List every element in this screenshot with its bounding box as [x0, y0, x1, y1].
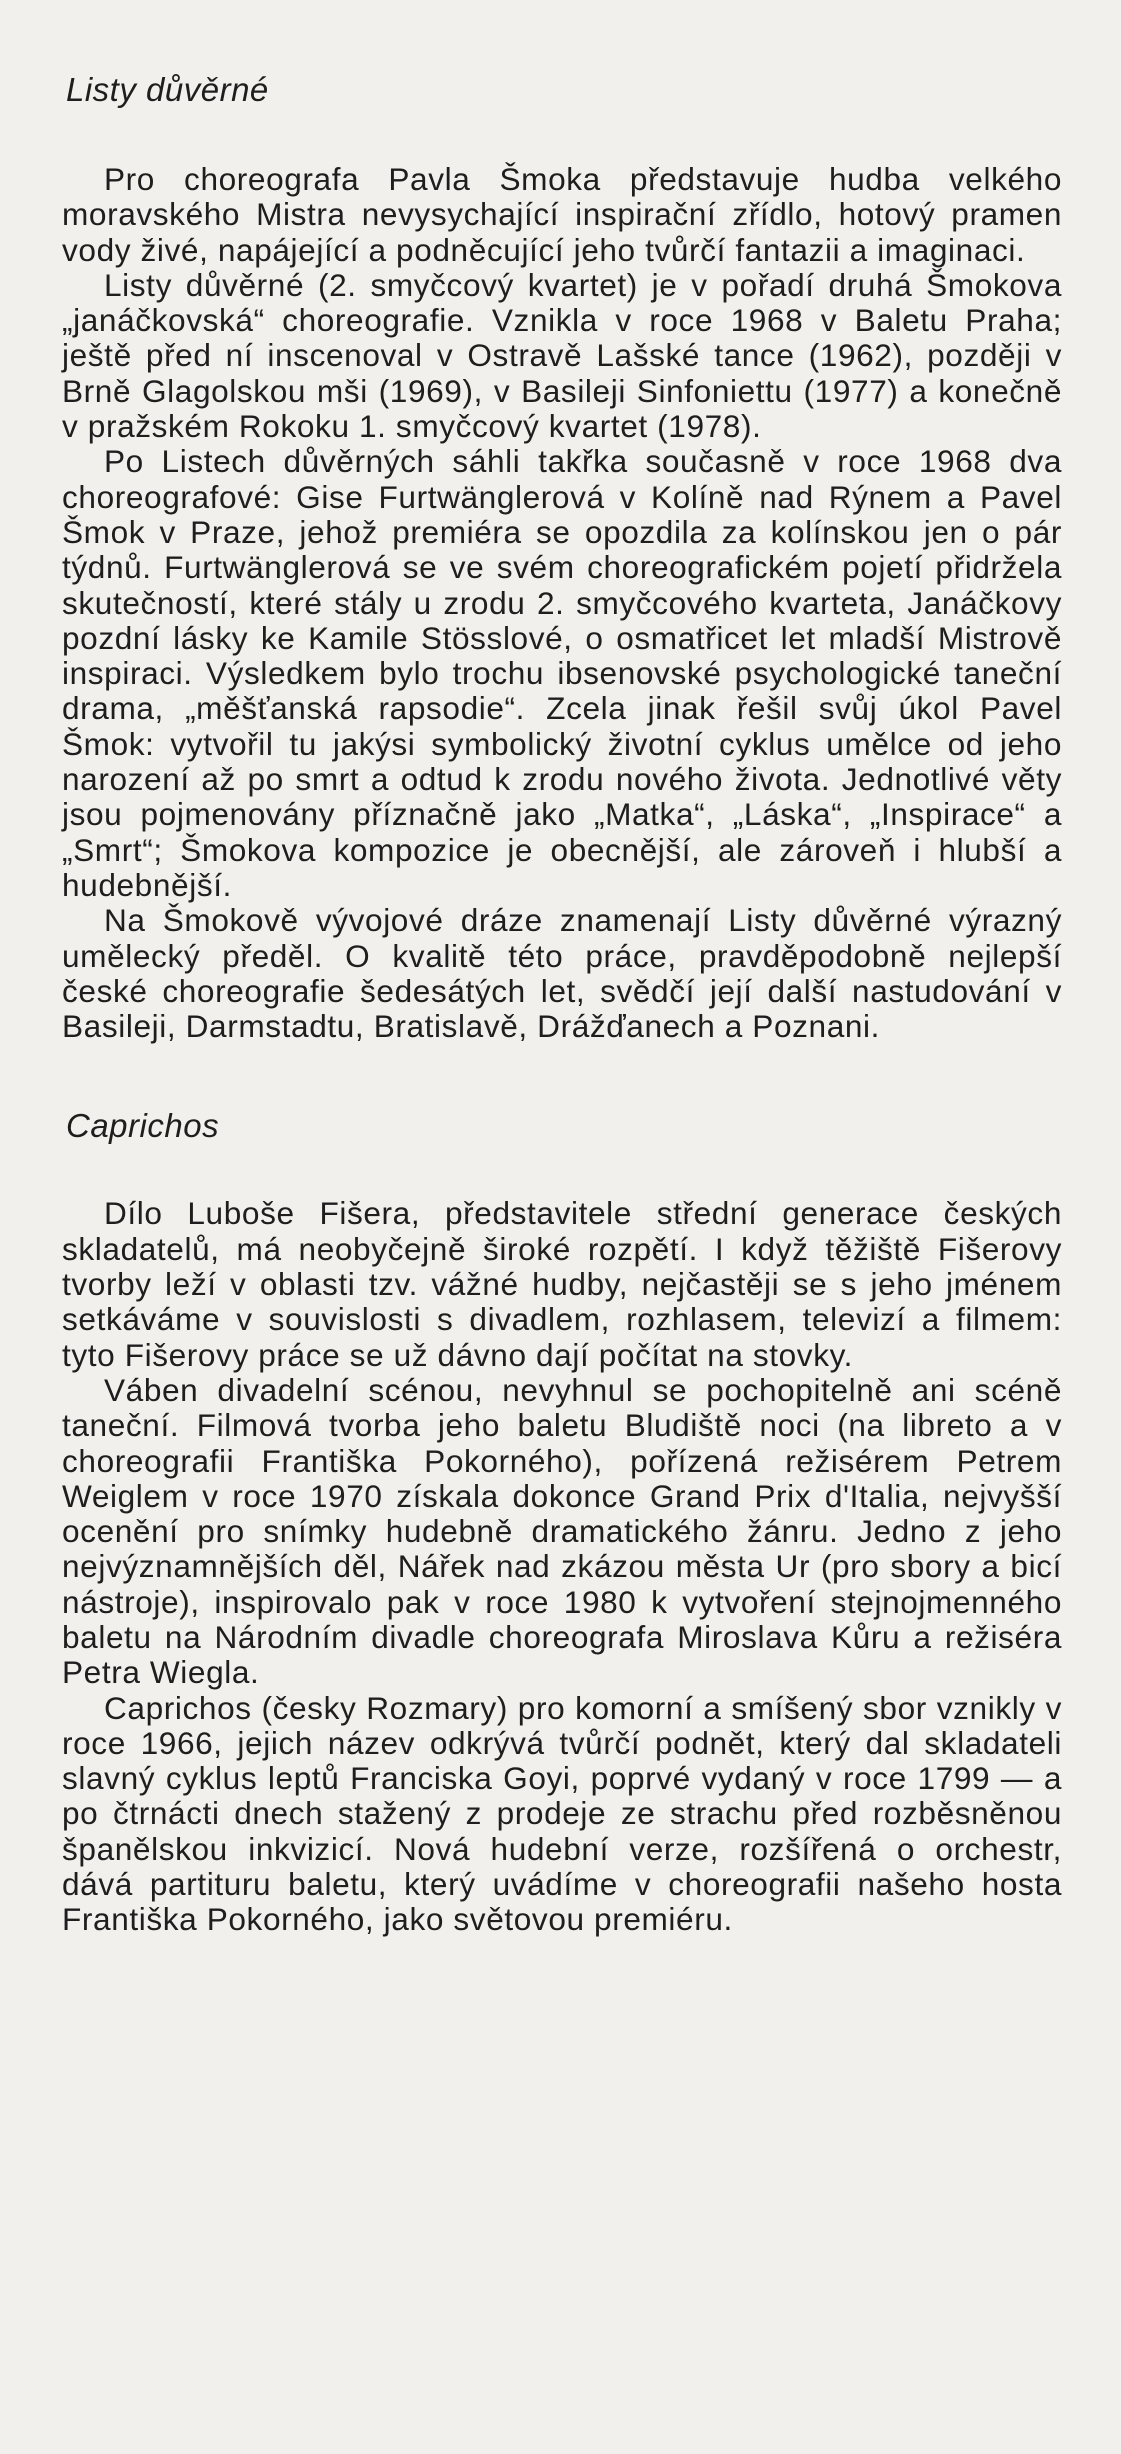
paragraph: Dílo Luboše Fišera, představitele střední generace českých skladatelů, má neobyčejně široké rozpětí. I když těžiště Fišerovy tvorby leží v oblasti tzv. vážné hudby, nejčastěji se s jeho jménem setkáváme v souvislosti s divadlem, rozhlasem, televizí a filmem: tyto Fišerovy práce se už dávno dají počítat na stovky. — [62, 1195, 1062, 1373]
document-page — [62, 70, 1062, 1938]
section-title-listy-duverne: Listy důvěrné — [66, 71, 269, 108]
section-title-caprichos: Caprichos — [66, 1107, 220, 1145]
paragraph: Váben divadelní scénou, nevyhnul se pochopitelně ani scéně taneční. Filmová tvorba jeho baletu Bludiště noci (na libreto a v choreografii Františka Pokorného), pořízená režisérem Petrem Weiglem v roce 1970 získala dokonce Grand Prix d'Italia, nejvyšší ocenění pro snímky hudebně dramatického žánru. Jedno z jeho nejvýznamnějších děl, Nářek nad zkázou města Ur (pro sbory a bicí nástroje), inspirovalo pak v roce 1980 k vytvoření stejnojmenného baletu na Národním divadle choreografa Miroslava Kůru a režiséra Petra Wiegla. — [62, 1371, 1062, 1691]
paragraph: Listy důvěrné (2. smyčcový kvartet) je v pořadí druhá Šmokova „janáčkovská“ choreografie. Vznikla v roce 1968 v Baletu Praha; ještě před ní inscenoval v Ostravě Lašské tance (1962), později v Brně Glagolskou mši (1969), v Basileji Sinfoniettu (1977) a konečně v pražském Rokoku 1. smyčcový kvartet (1978). — [62, 266, 1062, 445]
paragraph: Pro choreografa Pavla Šmoka představuje hudba velkého moravského Mistra nevysychající inspirační zřídlo, hotový pramen vody živé, napájející a podněcující jeho tvůrčí fantazii a imaginaci. — [62, 161, 1062, 268]
paragraph: Caprichos (česky Rozmary) pro komorní a smíšený sbor vznikly v roce 1966, jejich název odkrývá tvůrčí podnět, který dal skladateli slavný cyklus leptů Franciska Goyi, poprvé vydaný v roce 1799 — a po čtrnácti dnech stažený z prodeje ze strachu před rozběsněnou španělskou inkvizicí. Nová hudební verze, rozšířená o orchestr, dává partituru baletu, který uvádíme v choreografii našeho hosta Františka Pokorného, jako světovou premiéru. — [62, 1689, 1062, 1938]
paragraph: Na Šmokově vývojové dráze znamenají Listy důvěrné výrazný umělecký předěl. O kvalitě této práce, pravděpodobně nejlepší české choreografie šedesátých let, svědčí její další nastudování v Basileji, Darmstadtu, Bratislavě, Drážďanech a Poznani. — [62, 902, 1062, 1045]
paragraph: Po Listech důvěrných sáhli takřka současně v roce 1968 dva choreografové: Gise Furtwänglerová v Kolíně nad Rýnem a Pavel Šmok v Praze, jehož premiéra se opozdila za kolínskou jen o pár týdnů. Furtwänglerová se ve svém choreografickém pojetí přidržela skutečností, které stály u zrodu 2. smyčcového kvarteta, Janáčkovy pozdní lásky ke Kamile Stösslové, o osmatřicet let mladší Mistrově inspiraci. Výsledkem bylo trochu ibsenovské psychologické taneční drama, „měšťanská rapsodie“. Zcela jinak řešil svůj úkol Pavel Šmok: vytvořil tu jakýsi symbolický životní cyklus umělce od jeho narození až po smrt a odtud k zrodu nového života. Jednotlivé věty jsou pojmenovány příznačně jako „Matka“, „Láska“, „Inspirace“ a „Smrt“; Šmokova kompozice je obecnější, ale zároveň i hlubší a hudebnější. — [62, 443, 1062, 903]
